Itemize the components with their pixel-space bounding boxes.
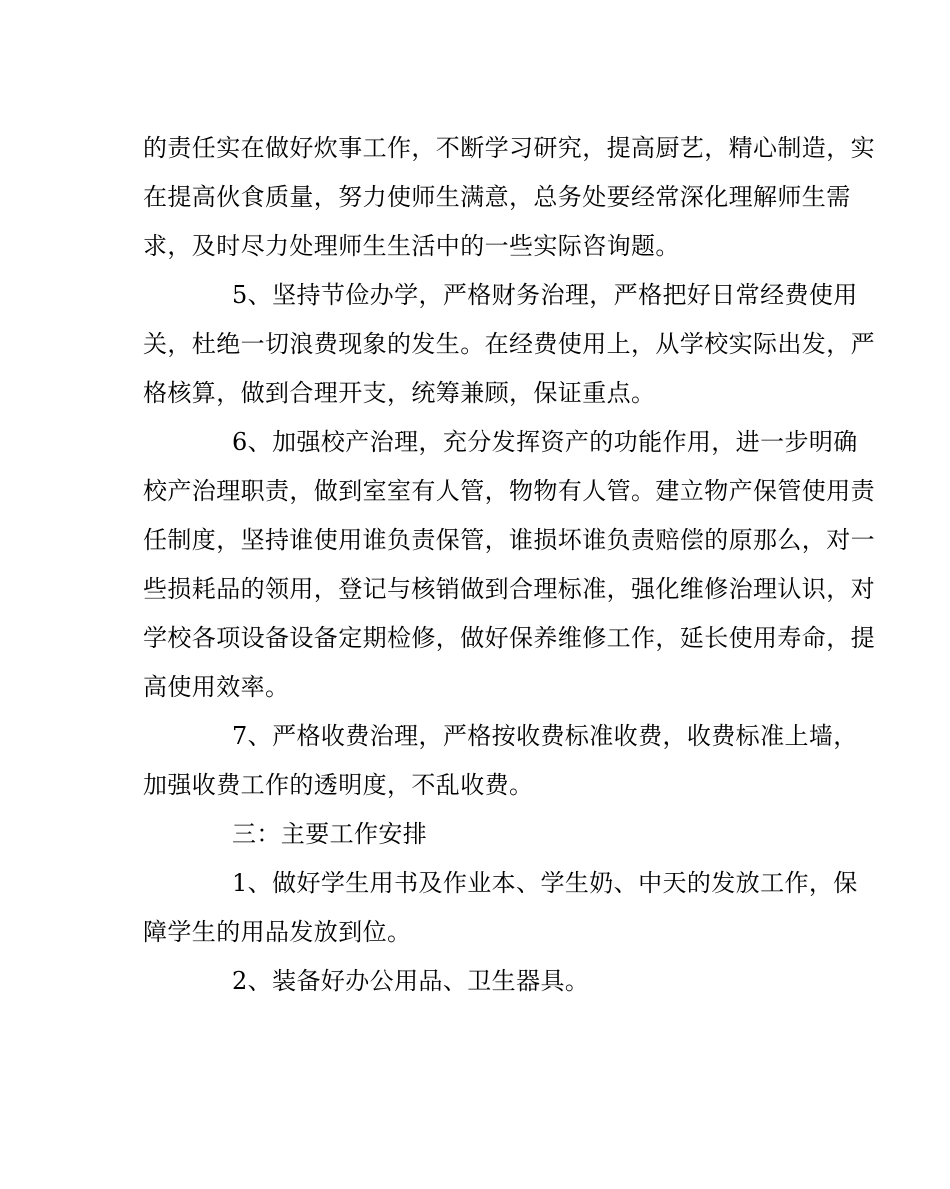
text-line: 三：主要工作安排 [232,820,428,848]
text-line: 5、坚持节俭办学，严格财务治理，严格把好日常经费使用 [232,281,858,309]
paragraph-item-5 [143,271,875,418]
paragraph-continuation [143,124,875,271]
text-line: 学校各项设备设备定期检修，做好保养维修工作，延长使用寿命，提 [143,624,875,652]
text-line: 高使用效率。 [143,673,290,701]
text-line: 7、严格收费治理，严格按收费标准收费，收费标准上墙， [232,722,858,750]
text-line: 在提高伙食质量，努力使师生满意，总务处要经常深化理解师生需 [143,183,851,211]
text-line: 关，杜绝一切浪费现象的发生。在经费使用上，从学校实际出发，严 [143,330,875,358]
text-line: 6、加强校产治理，充分发挥资产的功能作用，进一步明确 [232,428,858,456]
text-line: 加强收费工作的透明度，不乱收费。 [143,771,534,799]
text-line: 求，及时尽力处理师生生活中的一些实际咨询题。 [143,232,680,260]
text-line: 格核算，做到合理开支，统筹兼顾，保证重点。 [143,379,656,407]
text-line: 些损耗品的领用，登记与核销做到合理标准，强化维修治理认识，对 [143,575,875,603]
paragraph-item-7 [143,712,858,810]
paragraph-task-1 [143,859,858,957]
section-heading-3 [143,810,808,859]
text-line: 2、装备好办公用品、卫生器具。 [232,967,590,995]
text-line: 任制度，坚持谁使用谁负责保管，谁损坏谁负责赔偿的原那么，对一 [143,526,875,554]
text-line: 1、做好学生用书及作业本、学生奶、中天的发放工作，保 [232,869,858,897]
text-line: 校产治理职责，做到室室有人管，物物有人管。建立物产保管使用责 [143,477,875,505]
paragraph-item-6 [143,418,875,712]
paragraph-task-2 [143,957,808,1006]
text-line: 障学生的用品发放到位。 [143,918,412,946]
text-line: 的责任实在做好炊事工作，不断学习研究，提高厨艺，精心制造，实 [143,134,875,162]
